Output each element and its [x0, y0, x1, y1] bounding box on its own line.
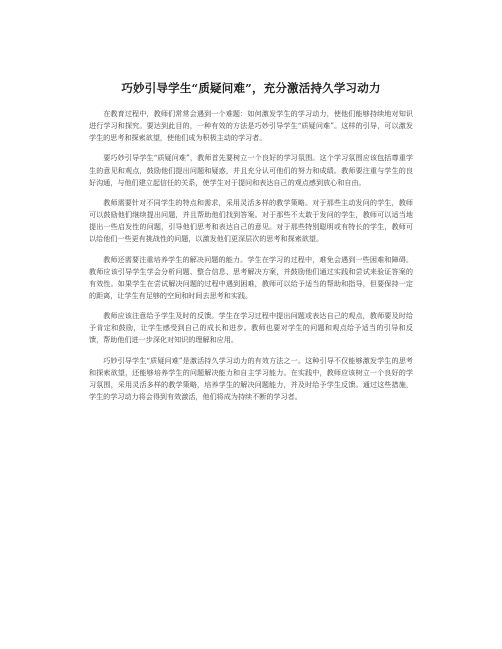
paragraph-6: 巧妙引导学生“质疑问难”是激活持久学习动力的有效方法之一。这种引导不仅能够激发学生的思考和探索欲望，还能够培养学生的问题解决能力和自主学习能力。在实践中，教师应该树立一个良好的学习氛围，采用灵活多样的教学策略，培养学生的解决问题能力，并及时给予学生反馈。通过这些措施，学生的学习动力将会得到有效激活，他们将成为持续不断的学习者。	[89, 355, 413, 401]
document-body	[89, 108, 413, 411]
paragraph-2: 要巧妙引导学生“质疑问难”，教师首先要树立一个良好的学习氛围。这个学习氛围应该包括尊重学生的意见和观点，鼓励他们提出问题和疑惑，并且充分认可他们的努力和成绩。教师要注重与学生的良好沟通，与他们建立起信任的关系，使学生对于提问和表达自己的观点感到放心和自由。	[89, 153, 413, 187]
paragraph-4: 教师还需要注重培养学生的解决问题的能力。学生在学习的过程中，难免会遇到一些困难和障碍。教师应该引导学生学会分析问题、整合信息、思考解决方案，并鼓励他们通过实践和尝试来验证答案的有效性。如果学生在尝试解决问题的过程中遇到困难，教师可以给予适当的帮助和指导，但要保持一定的距离，让学生有足够的空间和时间去思考和实践。	[89, 254, 413, 300]
document-title: 巧妙引导学生“质疑问难”，充分激活持久学习动力	[121, 81, 381, 95]
paragraph-3: 教师需要针对不同学生的特点和需求，采用灵活多样的教学策略。对于那些主动发问的学生，教师可以鼓励他们继续提出问题，并且帮助他们找到答案。对于那些不太敢于发问的学生，教师可以适当地提出一些启发性的问题，引导他们思考和表达自己的意见。对于那些特别聪明或有特长的学生，教师可以给他们一些更有挑战性的问题，以激发他们更深层次的思考和探索欲望。	[89, 197, 413, 244]
paragraph-5: 教师应该注意给予学生及时的反馈。学生在学习过程中提出问题或表达自己的观点，教师要及时给予肯定和鼓励，让学生感受到自己的成长和进步。教师也要对学生的问题和观点给予适当的引导和反馈，帮助他们进一步深化对知识的理解和应用。	[89, 311, 413, 345]
paragraph-1: 在教育过程中，教师们常常会遇到一个难题：如何激发学生的学习动力，使他们能够持续地对知识进行学习和探究。要达到此目的，一种有效的方法是巧妙引导学生“质疑问难”。这样的引导，可以激发学生的思考和探索欲望，使他们成为积极主动的学习者。	[89, 109, 413, 143]
